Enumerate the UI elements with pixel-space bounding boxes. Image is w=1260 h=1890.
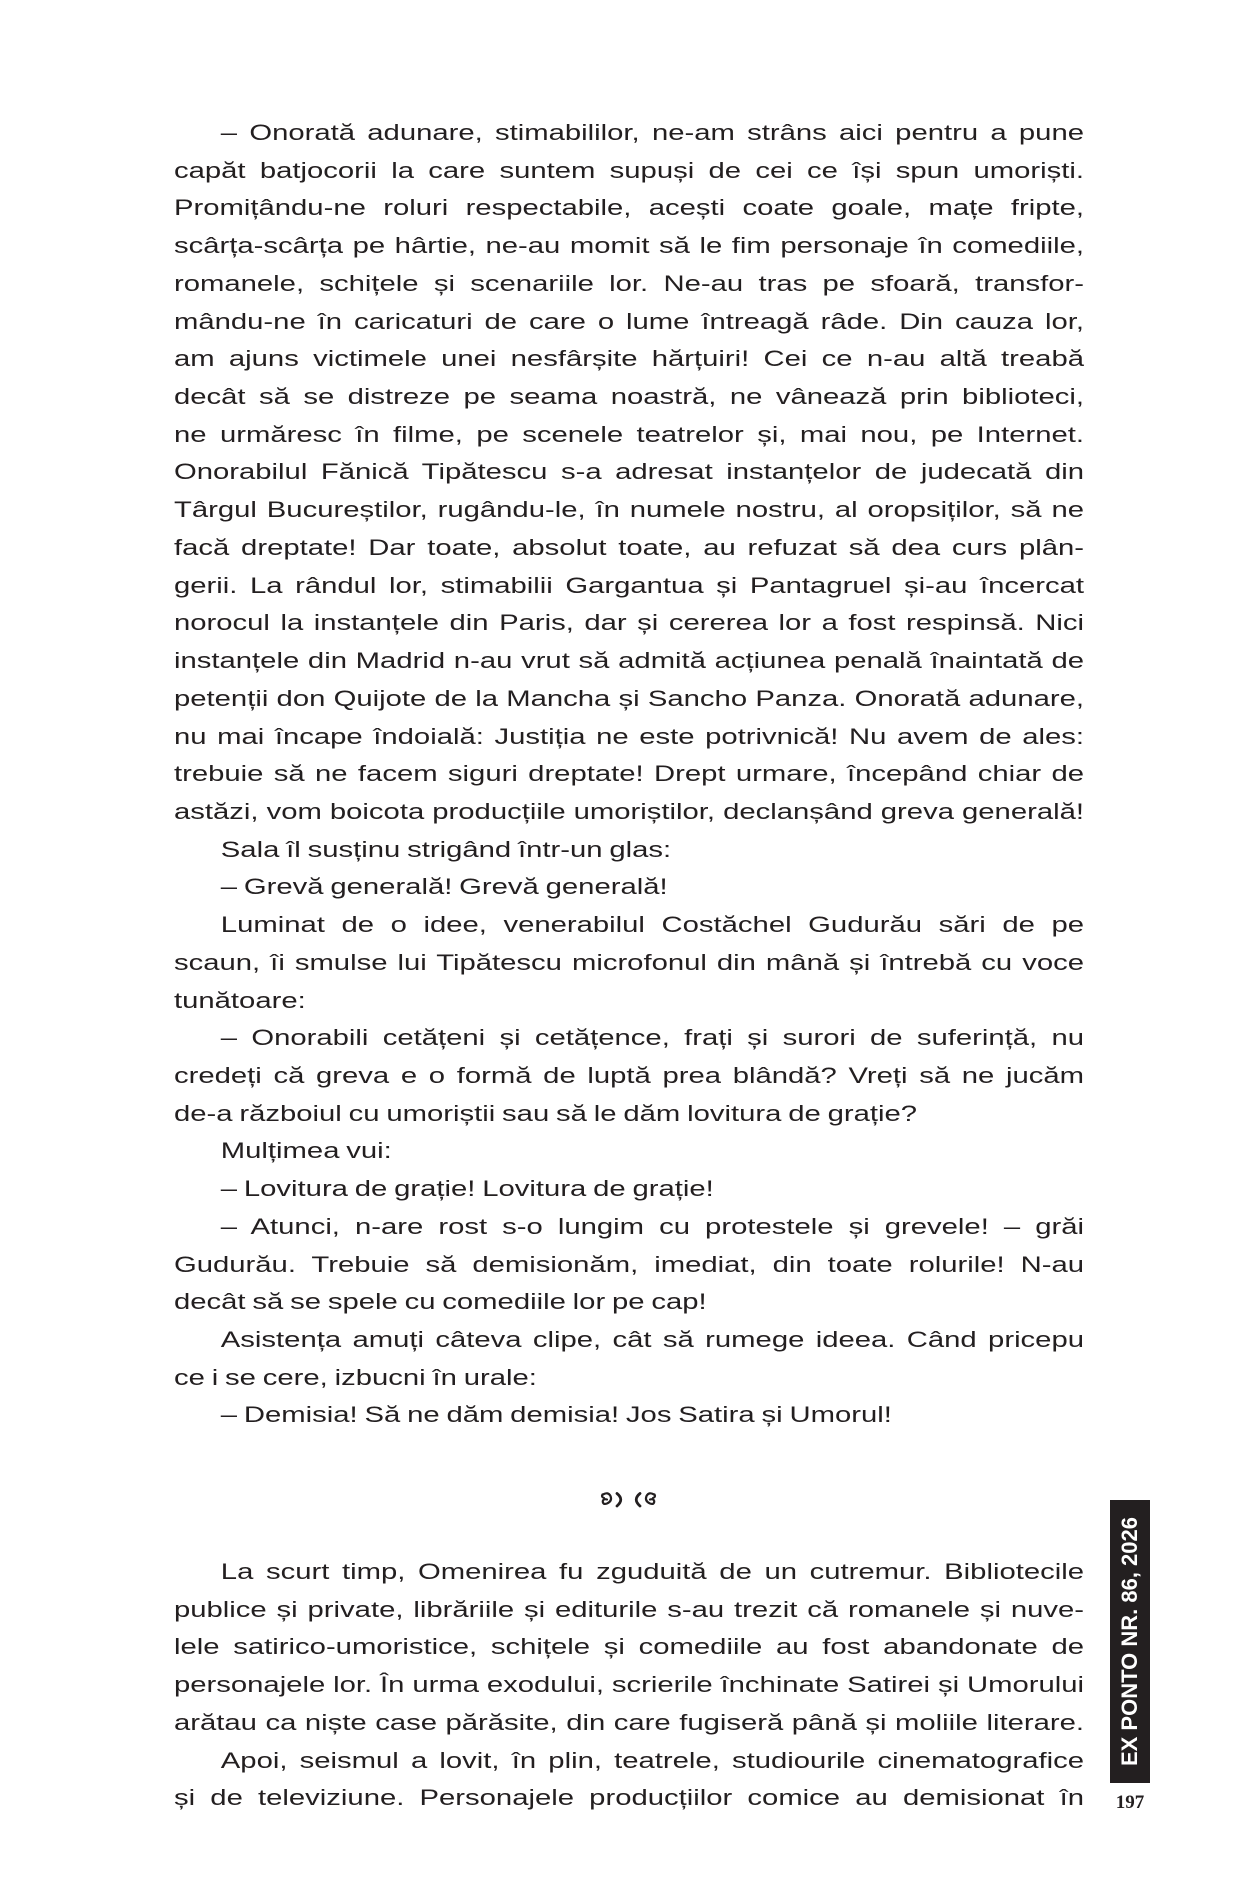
text-line: scaun, îi smulse lui Tipătescu microfonul din mână și întrebă cu voce (174, 949, 1084, 975)
text-line: Apoi, seismul a lovit, în plin, teatrele, studiourile cinematografice (220, 1747, 1085, 1773)
text-line: petenții don Quijote de la Mancha și Sancho Panza. Onorată adunare, (174, 685, 1084, 711)
text-line: Asistența amuți câteva clipe, cât să rumege ideea. Când pricepu (220, 1327, 1085, 1352)
text-line: – Lovitura de grație! Lovitura de grație! (220, 1176, 714, 1202)
paragraph-dialogue (174, 1396, 1084, 1434)
text-line: decât să se spele cu comediile lor pe cap! (174, 1289, 707, 1315)
text-line: ce i se cere, izbucni în urale: (174, 1364, 537, 1390)
text-line: Mulțimea vui: (220, 1138, 392, 1164)
text-line: Târgul Bucureștilor, rugându-le, în numele nostru, al oropsiților, să ne (174, 497, 1084, 523)
text-line: Gudurău. Trebuie să demisionăm, imediat, din toate rolurile! N-au (174, 1251, 1084, 1277)
text-line: Sala îl susținu strigând într-un glas: (220, 836, 672, 862)
text-line: decât să se distreze pe seama noastră, ne vânează prin biblioteci, (174, 384, 1084, 410)
floral-flourish-icon (600, 1491, 657, 1508)
text-line: ne urmăresc în filme, pe scenele teatrelor și, mai nou, pe Internet. (174, 421, 1084, 447)
text-line: norocul la instanțele din Paris, dar și cererea lor a fost respinsă. Nici (174, 610, 1084, 636)
paragraph-dialogue (174, 1208, 1084, 1321)
text-line: lele satirico-umoristice, schițele și comediile au fost abandonate de (174, 1634, 1084, 1660)
text-line: – Grevă generală! Grevă generală! (220, 874, 668, 900)
paragraph-speech-fanica (174, 114, 1084, 831)
paragraph-narration (174, 1132, 1084, 1170)
paragraph-narration (174, 1742, 1084, 1817)
paragraph-dialogue (174, 1170, 1084, 1208)
text-line: gerii. La rândul lor, stimabilii Gargantua și Pantagruel și-au încercat (174, 572, 1084, 598)
paragraph-narration (174, 1321, 1084, 1396)
text-line: de-a războiul cu umoriștii sau să le dăm lovitura de grație? (174, 1100, 918, 1126)
text-line: trebuie să ne facem siguri dreptate! Drept urmare, începând chiar de (174, 761, 1084, 787)
text-line: astăzi, vom boicota producțiile umoriștilor, declanșând greva generală! (174, 798, 1084, 824)
text-line: – Onorabili cetățeni și cetățence, frați și surori de suferință, nu (220, 1025, 1085, 1051)
text-line: și de televiziune. Personajele producțiilor comice au demisionat în (174, 1785, 1084, 1811)
text-line: – Atunci, n-are rost s-o lungim cu protestele și grevele! – grăi (220, 1213, 1085, 1239)
text-section-1 (174, 114, 1084, 1434)
page-number: 197 (1115, 1792, 1145, 1813)
paragraph-dialogue (174, 868, 1084, 906)
text-line: – Onorată adunare, stimabililor, ne-am strâns aici pentru a pune (220, 120, 1085, 145)
text-line: capăt batjocorii la care suntem supuși de cei ce își spun umoriști. (174, 157, 1084, 183)
text-line: nu mai încape îndoială: Justiția ne este potrivnică! Nu avem de ales: (174, 723, 1084, 749)
text-line: arătau ca niște case părăsite, din care fugiseră până și moliile literare. (174, 1709, 1084, 1735)
text-line: publice și private, librăriile și editurile s-au trezit că romanele și nuve- (174, 1596, 1084, 1622)
paragraph-narration (174, 1553, 1084, 1742)
flourish-right (636, 1493, 655, 1506)
text-line: Onorabilul Fănică Tipătescu s-a adresat instanțelor de judecată din (174, 459, 1084, 485)
text-line: – Demisia! Să ne dăm demisia! Jos Satira și Umorul! (220, 1402, 892, 1428)
text-line: instanțele din Madrid n-au vrut să admită acțiunea penală înaintată de (174, 648, 1084, 674)
paragraph-narration (174, 906, 1084, 1019)
journal-issue-label: EX PONTO NR. 86, 2026 (1117, 1516, 1142, 1767)
text-line: La scurt timp, Omenirea fu zguduită de un cutremur. Bibliotecile (220, 1559, 1085, 1584)
paragraph-narration (174, 831, 1084, 869)
text-line: credeți că greva e o formă de luptă prea blândă? Vreți să ne jucăm (174, 1062, 1084, 1088)
flourish-left (602, 1493, 621, 1506)
paragraph-dialogue (174, 1019, 1084, 1132)
text-line: romanele, schițele și scenariile lor. Ne-au tras pe sfoară, transfor- (174, 270, 1084, 296)
text-line: facă dreptate! Dar toate, absolut toate, au refuzat să dea curs plân- (174, 534, 1084, 560)
text-line: am ajuns victimele unei nesfârșite hărțuiri! Cei ce n-au altă treabă (174, 346, 1084, 372)
text-line: Luminat de o idee, venerabilul Costăchel Gudurău sări de pe (220, 912, 1085, 938)
text-section-2 (174, 1553, 1084, 1817)
text-line: Promițându-ne roluri respectabile, acești coate goale, mațe fripte, (174, 195, 1084, 221)
text-line: scârța-scârța pe hârtie, ne-au momit să le fim personaje în comediile, (174, 233, 1084, 259)
journal-issue-tab (1110, 1500, 1150, 1783)
text-line: tunătoare: (174, 987, 306, 1013)
text-line: personajele lor. În urma exodului, scrierile închinate Satirei și Umorului (174, 1672, 1084, 1698)
text-line: mându-ne în caricaturi de care o lume întreagă râde. Din cauza lor, (174, 308, 1084, 334)
